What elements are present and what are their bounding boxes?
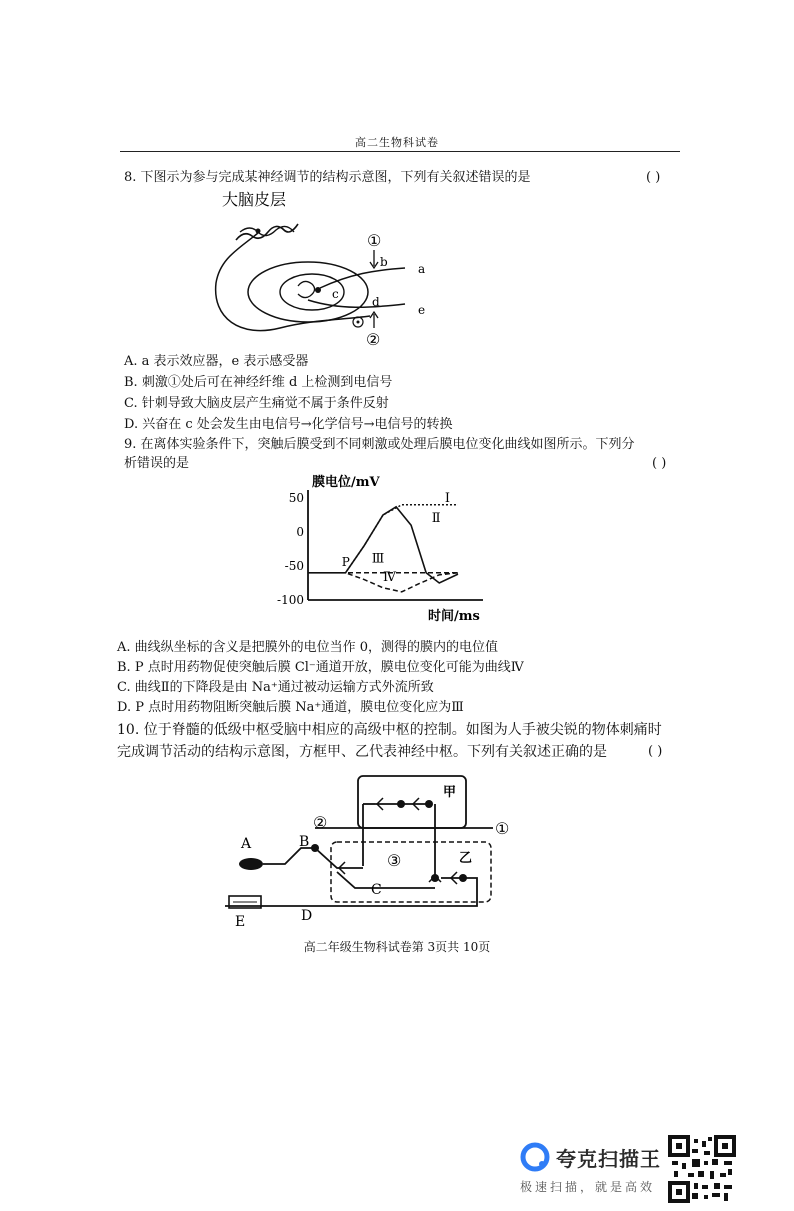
q10-afferent-terminal	[315, 848, 363, 868]
q9-series	[308, 491, 458, 592]
q10-box-jia	[358, 776, 466, 828]
q8-option-b: B. 刺激①处后可在神经纤维 d 上检测到电信号	[124, 375, 393, 390]
q8-cortex-label: 大脑皮层	[222, 190, 287, 209]
q10-jia-soma-2	[425, 800, 433, 808]
q9-option-a: A. 曲线纵坐标的含义是把膜外的电位当作 0，测得的膜内的电位值	[117, 640, 499, 655]
q10-label-yi: 乙	[459, 851, 473, 866]
q8-cortex-neuron-1	[236, 224, 298, 240]
q8-label-b: b	[380, 255, 388, 269]
q8-label-e: e	[418, 303, 426, 317]
header-rule	[120, 151, 680, 152]
q8-cortex-soma	[256, 229, 261, 234]
q10-label-e: E	[235, 914, 246, 930]
q10-marker-3: ③	[387, 851, 402, 870]
q10-label-d: D	[301, 908, 313, 924]
q9-series-label: Ⅲ	[371, 551, 385, 567]
q10-label-a: A	[241, 836, 252, 852]
q9-stem-line1: 9. 在离体实验条件下，突触后膜受到不同刺激或处理后膜电位变化曲线如图所示。下列分	[124, 437, 635, 452]
scanner-brand	[520, 1142, 661, 1195]
q8-reflex-diagram	[200, 188, 460, 353]
q9-y-tick-label: -100	[277, 593, 304, 607]
q9-y-axis-label: 膜电位/mV	[312, 475, 380, 490]
q10-label-c: C	[371, 882, 382, 898]
q8-interneuron	[298, 281, 315, 297]
page-footer: 高二年级生物科试卷第 3页共 10页	[303, 940, 491, 954]
q9-y-tick-label: 0	[296, 525, 304, 539]
q10-reflex-diagram	[215, 768, 525, 933]
q9-answer-paren: ( )	[652, 456, 667, 471]
q8-option-c: C. 针刺导致大脑皮层产生痛觉不属于条件反射	[124, 396, 389, 411]
page-header-title: 高二生物科试卷	[355, 136, 439, 149]
q8-label-a: a	[418, 262, 426, 276]
quark-logo-icon	[520, 1142, 550, 1172]
q8-descending-pathway	[216, 233, 370, 331]
qr-code-icon	[668, 1135, 736, 1203]
q9-y-tick-label: 50	[288, 491, 304, 505]
q10-answer-paren: ( )	[648, 744, 663, 759]
q10-marker-1: ①	[495, 819, 510, 838]
q8-label-c: c	[332, 287, 339, 301]
q10-stem-line1: 10. 位于脊髓的低级中枢受脑中相应的高级中枢的控制。如图为人手被尖锐的物体刺痛时	[117, 722, 662, 738]
brand-tagline: 极速扫描，就是高效	[520, 1180, 656, 1194]
q9-y-tick-label: -50	[284, 559, 304, 573]
q9-series-label: Ⅰ	[444, 491, 451, 507]
q8-nerve-e	[308, 300, 405, 307]
q10-jia-soma-1	[397, 800, 405, 808]
q10-label-jia: 甲	[443, 785, 457, 800]
q9-x-axis-label: 时间/ms	[428, 609, 480, 624]
q10-stem-line2: 完成调节活动的结构示意图，方框甲、乙代表神经中枢。下列有关叙述正确的是	[117, 744, 607, 760]
q9-option-b: B. P 点时用药物促使突触后膜 Cl⁻通道开放，膜电位变化可能为曲线Ⅳ	[117, 660, 524, 675]
q9-option-d: D. P 点时用药物阻断突触后膜 Na⁺通道，膜电位变化应为Ⅲ	[117, 700, 464, 715]
q10-receptor-a-icon	[239, 858, 263, 870]
q8-answer-paren: ( )	[646, 170, 661, 185]
q8-label-d: d	[372, 295, 380, 309]
q9-series-label: Ⅱ	[431, 510, 441, 526]
q10-yi-interneuron	[337, 872, 435, 888]
q10-afferent-neuron	[263, 848, 315, 864]
q9-stem-line2: 析错误的是	[124, 456, 190, 471]
brand-name: 夸克扫描王	[556, 1146, 661, 1171]
q8-option-a: A. a 表示效应器，e 表示感受器	[124, 354, 309, 369]
q8-marker-2: ②	[366, 330, 381, 349]
q8-option-d: D. 兴奋在 c 处会发生由电信号→化学信号→电信号的转换	[124, 417, 453, 432]
q8-spinal-cord-outer	[248, 262, 368, 322]
q9-y-ticks	[277, 491, 304, 607]
q9-membrane-potential-chart	[268, 470, 508, 625]
q9-point-p-label: P	[341, 555, 350, 569]
q9-series-label: Ⅳ	[383, 569, 396, 585]
q9-option-c: C. 曲线Ⅱ的下降段是由 Na⁺通过被动运输方式外流所致	[117, 680, 434, 695]
q8-electrode-dot	[357, 321, 360, 324]
q10-label-b: B	[299, 834, 310, 850]
q10-marker-2: ②	[313, 813, 328, 832]
q8-marker-1: ①	[367, 231, 382, 250]
q8-stem: 8. 下图示为参与完成某神经调节的结构示意图，下列有关叙述错误的是	[124, 170, 531, 185]
